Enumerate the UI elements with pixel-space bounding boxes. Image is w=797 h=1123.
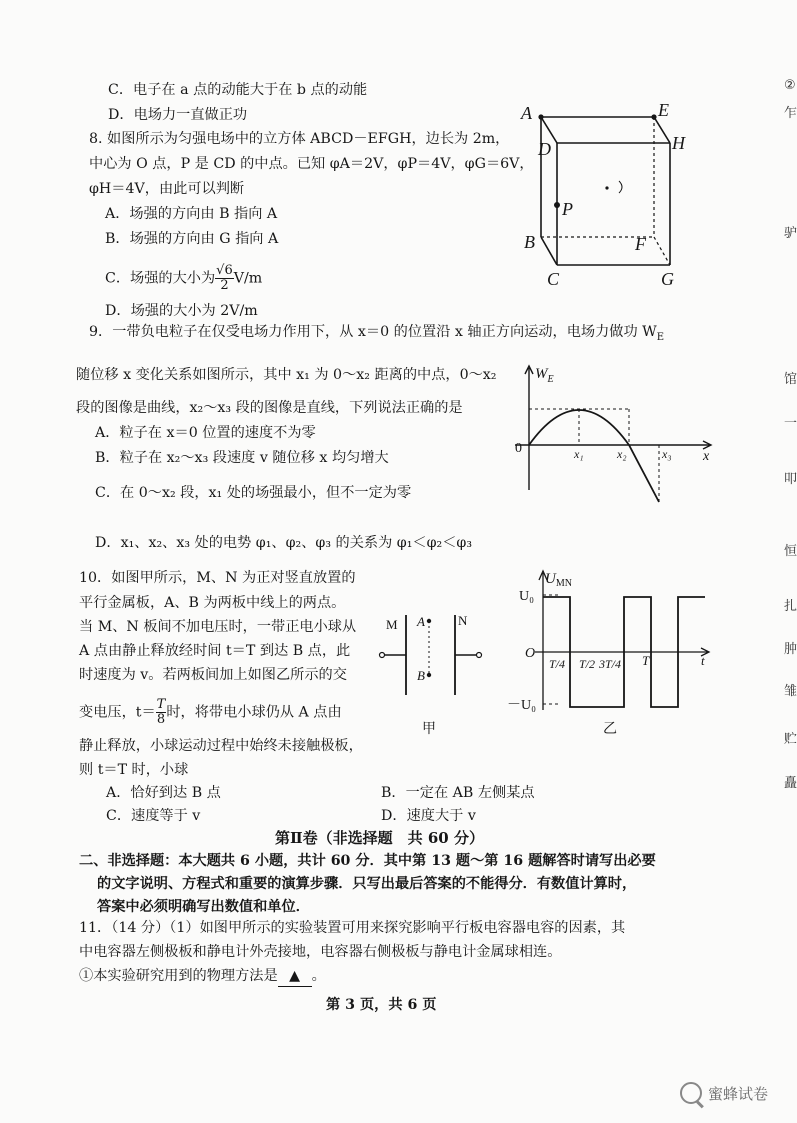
q7-option-d: D．电场力一直做正功 [108, 107, 248, 123]
q10-yi-y-label: $U_{MN}$ [545, 571, 572, 589]
q8-label-p: P [562, 199, 573, 219]
q10-stem-line2: 平行金属板，A、B 为两板中线上的两点。 [79, 595, 346, 611]
q8-label-h: H [672, 133, 685, 153]
q9-x1-label: x₁ [574, 447, 584, 461]
q10-stem-line8: 则 t＝T 时，小球 [79, 762, 189, 778]
q10-stem-line1: 10．如图甲所示，M、N 为正对竖直放置的 [79, 570, 356, 586]
q8-option-c: C．场强的大小为 $\frac{√6}{2}$ V/m [105, 263, 263, 293]
edge-mark: 乍 [784, 106, 797, 121]
q10-label-a: A [417, 614, 425, 629]
watermark-text: 蜜蜂试卷 [707, 1084, 768, 1103]
q8-option-b: B．场强的方向由 G 指向 A [105, 231, 279, 247]
q10-label-b: B [417, 668, 425, 683]
q10-fig-yi [505, 565, 720, 740]
q10-option-d: D．速度大于 v [381, 808, 476, 824]
q10-label-n: N [458, 613, 468, 628]
q9-x2-label: x₂ [617, 447, 627, 461]
q8-label-b: B [524, 232, 535, 252]
q8-stem-line2: 中心为 O 点，P 是 CD 的中点。已知 φA＝2V，φP＝4V，φG＝6V， [89, 156, 534, 172]
q10-yi-origin: O [525, 646, 536, 661]
q9-x3-label: x₃ [662, 447, 672, 461]
q10-fraction: $\frac{T}{8}$ [156, 697, 166, 727]
edge-mark: 扎 [784, 599, 797, 614]
q10-yi-tick-t2: T/2 [579, 657, 596, 671]
magnifier-icon [680, 1082, 702, 1104]
q10-yi-tick-t4: T/4 [549, 657, 566, 671]
q10-option-a: A．恰好到达 B 点 [106, 785, 221, 801]
edge-mark: 贮 [784, 732, 797, 747]
q9-y-label: $W_E$ [535, 366, 554, 385]
q10-option-b: B．一定在 AB 左侧某点 [381, 785, 535, 801]
q8-label-a: A [521, 103, 532, 123]
q10-stem-line7: 静止释放，小球运动过程中始终未接触极板， [79, 738, 363, 754]
edge-mark: 雏 [784, 684, 797, 699]
q8-label-e: E [658, 100, 669, 120]
q10-yi-tick-t: T [642, 653, 650, 668]
section2-instr-line3: 答案中必须明确写出数值和单位． [97, 899, 310, 915]
q9-origin-label: 0 [515, 441, 522, 456]
q8-label-c: C [547, 269, 560, 289]
q10-stem-line4: A 点由静止释放经时间 t＝T 到达 B 点，此 [79, 643, 351, 659]
edge-mark: ② [784, 78, 796, 93]
edge-mark: 矗 [784, 776, 797, 791]
q11-stem-line3: ①本实验研究用到的物理方法是 ▲ 。 [79, 966, 326, 987]
section2-title: 第Ⅱ卷（非选择题 共 60 分） [275, 829, 484, 847]
q10-caption-yi: 乙 [603, 722, 617, 737]
q10-stem-line5: 时速度为 v。若两板间加上如图乙所示的交 [79, 667, 347, 683]
q10-yi-u0: U₀ [519, 589, 534, 604]
edge-mark: 馆 [784, 372, 797, 387]
q8-label-f: F [635, 234, 646, 254]
q9-option-d: D．x₁、x₂、x₃ 处的电势 φ₁、φ₂、φ₃ 的关系为 φ₁＜φ₂＜φ₃ [95, 535, 473, 551]
q7-option-c: C．电子在 a 点的动能大于在 b 点的动能 [108, 82, 368, 98]
section2-instr-line1: 二、非选择题：本大题共 6 小题，共计 60 分．其中第 13 题～第 16 题解答时请写出必要 [79, 853, 656, 869]
q10-yi-neg-u0: －U₀ [507, 698, 536, 713]
q9-stem-line2: 随位移 x 变化关系如图所示，其中 x₁ 为 0～x₂ 距离的中点，0～x₂ [76, 367, 497, 383]
q10-yi-tick-3t4: 3T/4 [599, 657, 622, 671]
q8-cube-figure [515, 95, 700, 295]
edge-mark: 恒 [784, 544, 797, 559]
q8-label-g: G [661, 269, 674, 289]
q11-answer-blank: ▲ [278, 966, 312, 987]
q8-option-a: A．场强的方向由 B 指向 A [105, 206, 278, 222]
q9-stem-line1: 9．一带负电粒子在仅受电场力作用下，从 x＝0 的位置沿 x 轴正方向运动，电场力做功 $W_E$ [89, 324, 665, 343]
q10-caption-jia: 甲 [422, 722, 436, 737]
q8-stem-line3: φH＝4V，由此可以判断 [89, 181, 245, 197]
edge-mark: 肿 [784, 642, 797, 657]
section2-instr-line2: 的文字说明、方程式和重要的演算步骤．只写出最后答案的不能得分．有数值计算时， [97, 876, 637, 892]
q8-stem-line1: 8. 如图所示为匀强电场中的立方体 ABCD－EFGH，边长为 2m， [89, 131, 510, 147]
q9-option-b: B．粒子在 x₂～x₃ 段速度 v 随位移 x 均匀增大 [95, 450, 389, 466]
q9-x-label: x [703, 449, 710, 464]
q8-fraction: $\frac{√6}{2}$ [216, 263, 233, 293]
q10-label-m: M [386, 617, 398, 632]
q10-stem-line3: 当 M、N 板间不加电压时，一带正电小球从 [79, 619, 357, 635]
q10-stem-line6: 变电压，t＝ $\frac{T}{8}$ 时，将带电小球仍从 A 点由 [79, 697, 342, 727]
page-footer: 第 3 页，共 6 页 [326, 997, 437, 1013]
edge-mark: 叩 [784, 472, 797, 487]
q11-stem-line1: 11．（14 分）（1）如图甲所示的实验装置可用来探究影响平行板电容器电容的因素，其 [79, 920, 626, 936]
q10-fig-jia [378, 605, 493, 740]
q10-option-c: C．速度等于 v [106, 808, 201, 824]
q10-yi-t-label: t [701, 653, 705, 668]
q8-option-d: D．场强的大小为 2V/m [105, 303, 258, 319]
edge-mark: 一 [784, 416, 797, 431]
q9-option-a: A．粒子在 x＝0 位置的速度不为零 [95, 425, 316, 441]
q9-option-c: C．在 0～x₂ 段，x₁ 处的场强最小，但不一定为零 [95, 485, 412, 501]
q9-stem-line3: 段的图像是曲线，x₂～x₃ 段的图像是直线，下列说法正确的是 [76, 400, 463, 416]
edge-mark: 驴 [784, 226, 797, 241]
watermark [680, 1082, 768, 1104]
q11-stem-line2: 中电容器左侧极板和静电计外壳接地，电容器右侧极板与静电计金属球相连。 [79, 944, 562, 960]
q8-label-d: D [538, 139, 551, 159]
q9-we-x-graph [505, 360, 720, 510]
